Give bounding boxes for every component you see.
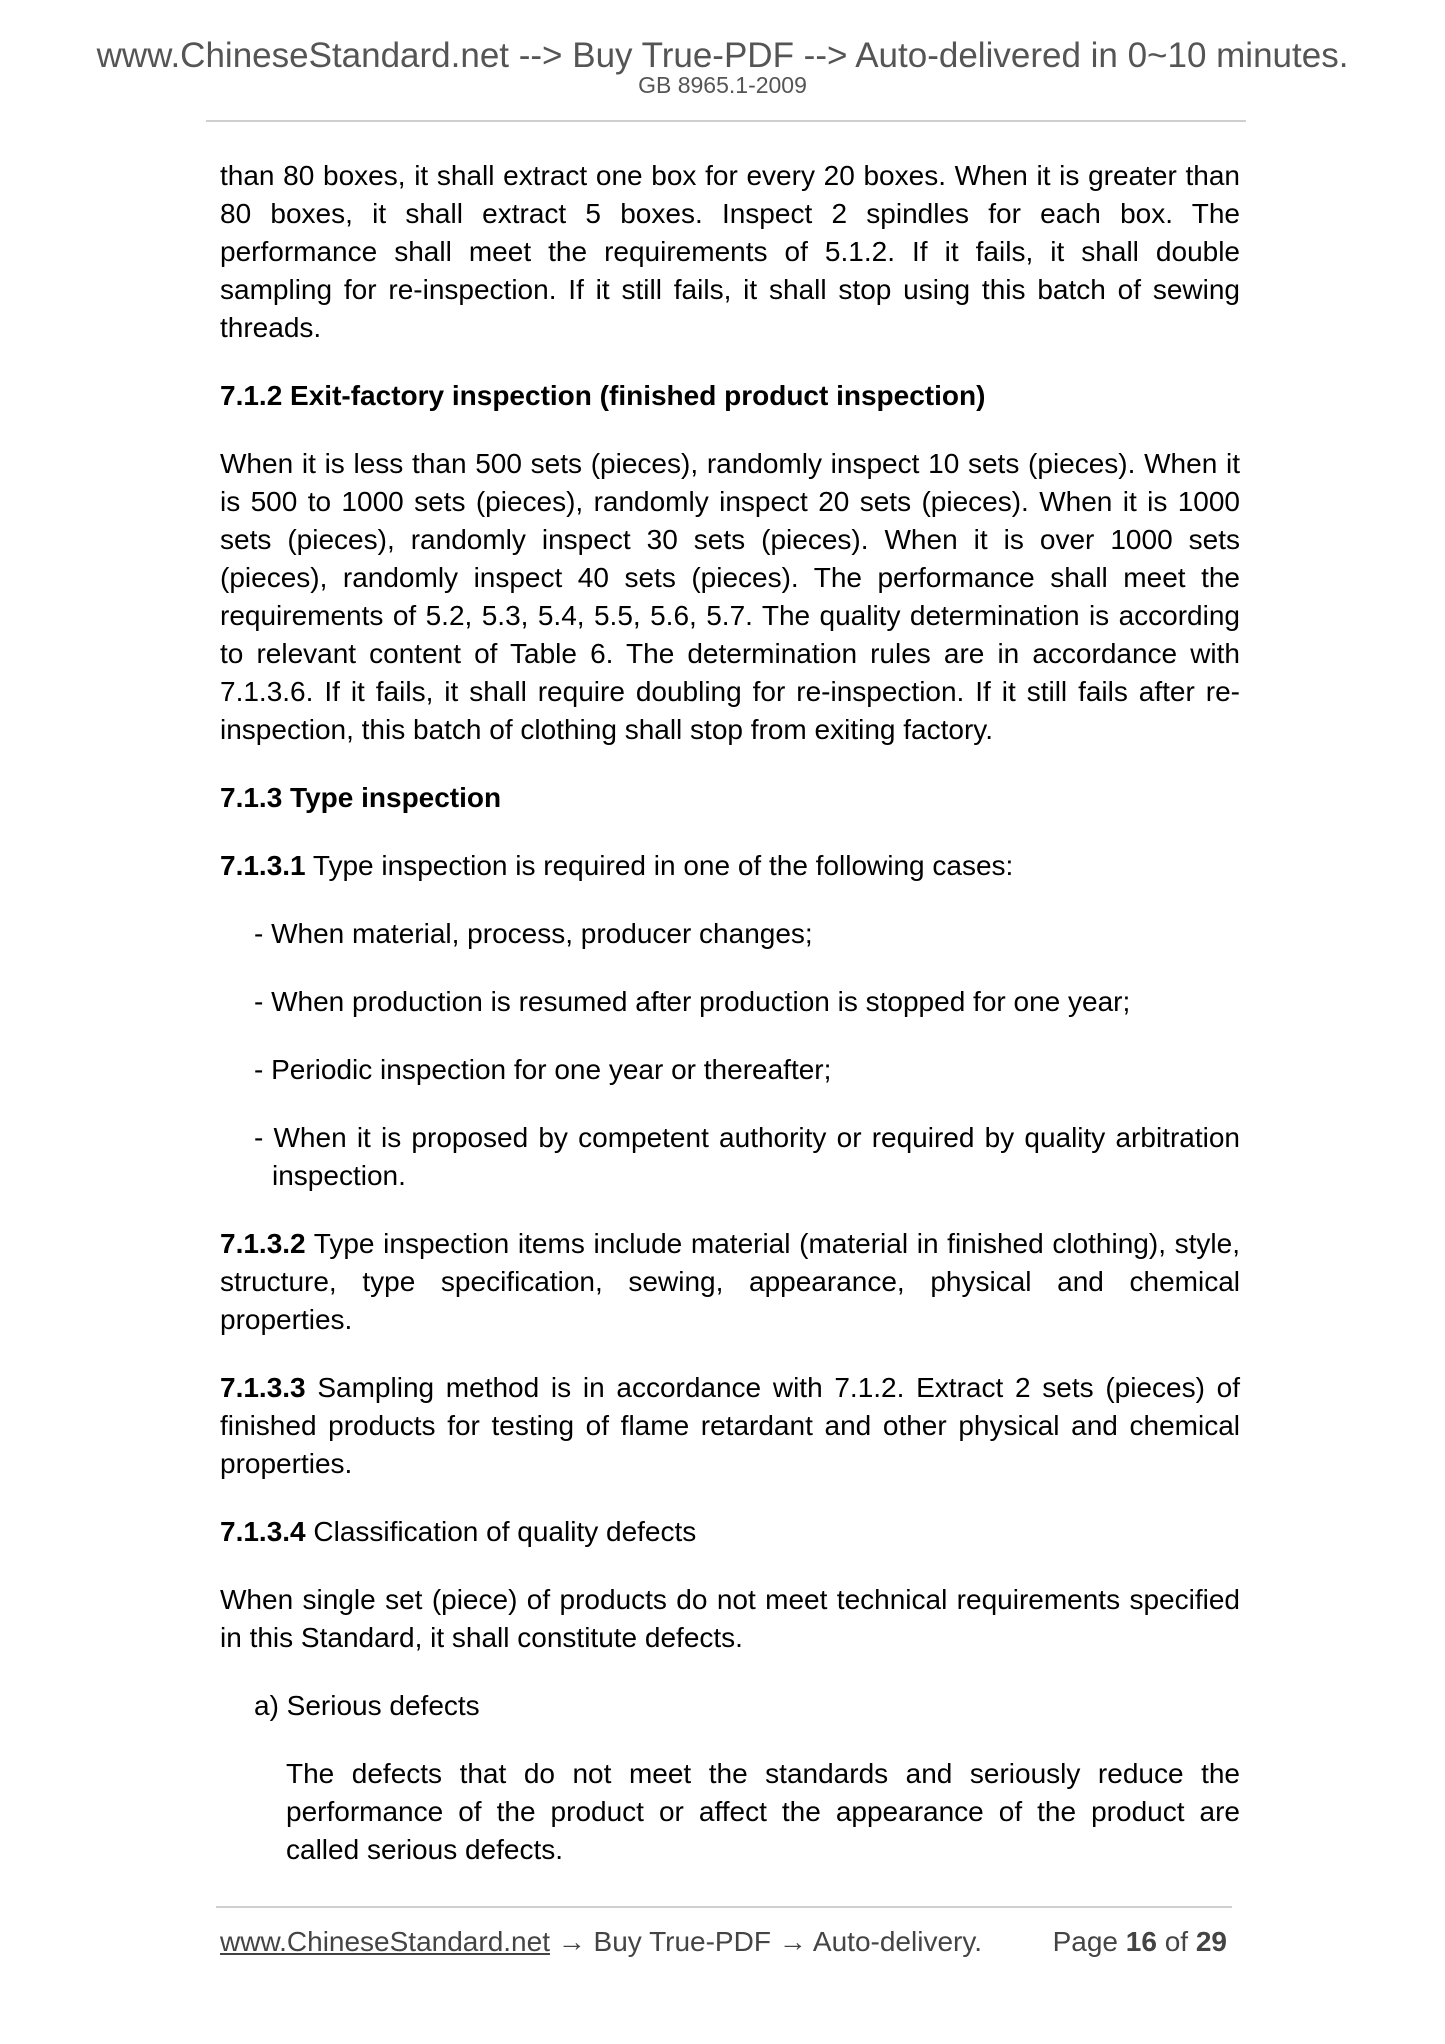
footer-tagline: → Buy True-PDF → Auto-delivery. xyxy=(549,1926,983,1957)
case-item: - When it is proposed by competent authority or required by quality arbitration inspection. xyxy=(254,1122,1240,1191)
clause-7-1-3-1 xyxy=(220,847,1240,885)
clause-text: Classification of quality defects xyxy=(305,1516,697,1547)
clause-number: 7.1.3.2 xyxy=(220,1228,306,1259)
site-banner: www.ChineseStandard.net --> Buy True-PDF --> Auto-delivered in 0~10 minutes. xyxy=(96,36,1349,75)
footer-site-link[interactable]: www.ChineseStandard.net xyxy=(220,1926,550,1957)
item-a-body: The defects that do not meet the standards and seriously reduce the performance of the product or affect the appearance of the product are called serious defects. xyxy=(286,1758,1240,1865)
footer-left xyxy=(220,1925,982,1959)
paragraph-7-1-3-4: When single set (piece) of products do not meet technical requirements specified in this Standard, it shall constitute defects. xyxy=(220,1584,1240,1653)
page-total: 29 xyxy=(1195,1926,1227,1957)
paragraph-7-1-2: When it is less than 500 sets (pieces), randomly inspect 10 sets (pieces). When it is 500 to 1000 sets (pieces), randomly inspect 20 sets (pieces). When it is 1000 sets (pieces), randomly inspect 30 sets (pieces). When it is over 1000 sets (pieces), randomly inspect 40 sets (pieces). The performance shall meet the requirements of 5.2, 5.3, 5.4, 5.5, 5.6, 5.7. The quality determination is according to relevant content of Table 6. The determination rules are in accordance with 7.1.3.6. If it fails, it shall require doubling for re-inspection. If it still fails after re-inspection, this batch of clothing shall stop from exiting factory. xyxy=(220,448,1240,745)
clause-number: 7.1.3.4 xyxy=(220,1516,306,1547)
clause-7-1-3-3 xyxy=(220,1369,1240,1483)
case-item: - Periodic inspection for one year or thereafter; xyxy=(254,1054,832,1085)
intro-paragraph: than 80 boxes, it shall extract one box for every 20 boxes. When it is greater than 80 boxes, it shall extract 5 boxes. Inspect 2 spindles for each box. The performance shall meet the requirements of 5.1.2. If it fails, it shall double sampling for re-inspection. If it still fails, it shall stop using this batch of sewing threads. xyxy=(220,160,1240,343)
clause-text: Type inspection is required in one of the following cases: xyxy=(305,850,1014,881)
page-indicator xyxy=(1053,1925,1227,1959)
clause-number: 7.1.3.1 xyxy=(220,850,306,881)
clause-text: Type inspection items include material (material in finished clothing), style, structure, type specification, sewing, appearance, physical and chemical properties. xyxy=(220,1228,1240,1335)
header-divider xyxy=(206,120,1246,122)
clause-text: Sampling method is in accordance with 7.1.2. Extract 2 sets (pieces) of finished products for testing of flame retardant and other physical and chemical properties. xyxy=(220,1372,1240,1479)
case-item: - When material, process, producer changes; xyxy=(254,918,813,949)
item-a-label: a) Serious defects xyxy=(254,1690,480,1721)
case-item: - When production is resumed after production is stopped for one year; xyxy=(254,986,1131,1017)
heading-7-1-2: 7.1.2 Exit-factory inspection (finished product inspection) xyxy=(220,380,986,411)
standard-number: GB 8965.1-2009 xyxy=(638,72,807,98)
clause-7-1-3-4 xyxy=(220,1513,1240,1551)
clause-number: 7.1.3.3 xyxy=(220,1372,306,1403)
of-label: of xyxy=(1164,1926,1189,1957)
heading-7-1-3: 7.1.3 Type inspection xyxy=(220,782,502,813)
page-label: Page xyxy=(1052,1926,1118,1957)
page-number: 16 xyxy=(1125,1926,1157,1957)
clause-7-1-3-2 xyxy=(220,1225,1240,1339)
footer-divider xyxy=(216,1906,1232,1908)
page-content xyxy=(220,157,1240,1899)
